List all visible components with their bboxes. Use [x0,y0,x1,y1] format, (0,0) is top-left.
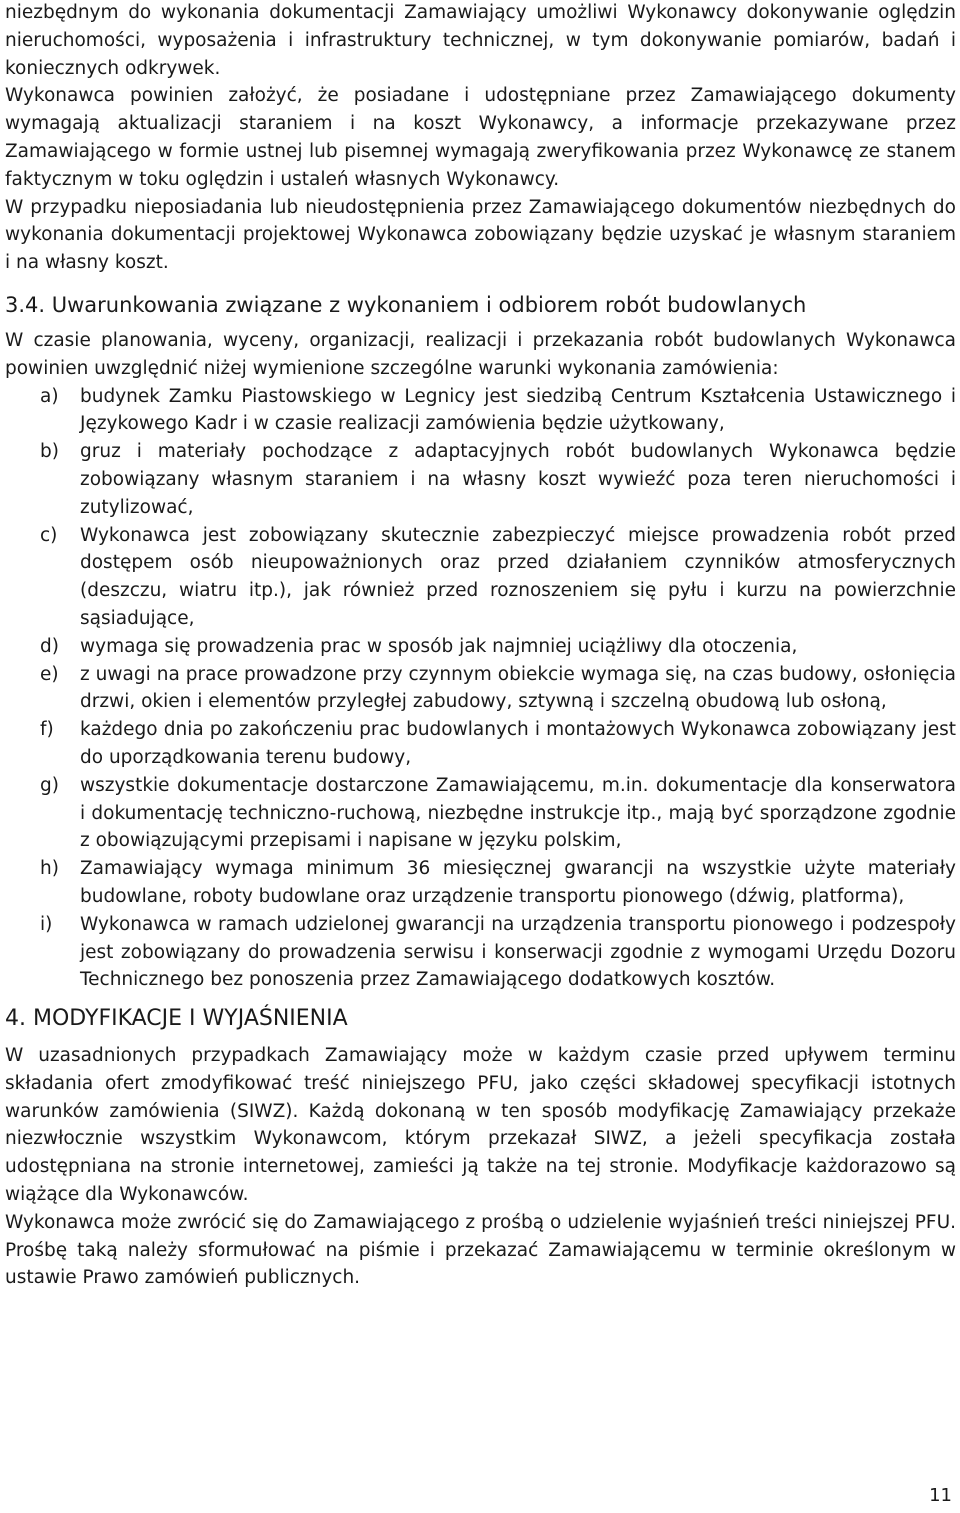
list-item-text: Wykonawca w ramach udzielonej gwarancji na urządzenia transportu pionowego i podzespoły jest zobowiązany do prowadzenia serwisu i konserwacji zgodnie z wymogami Urzędu Dozoru Technicznego bez ponoszenia przez Zamawiającego dodatkowych kosztów. [80,913,956,991]
list-item [5,438,956,521]
section-4-paragraph-2: Wykonawca może zwrócić się do Zamawiającego z prośbą o udzielenie wyjaśnień treści niniejszej PFU. Prośbę taką należy sformułować na piśmie i przekazać Zamawiającemu w terminie określonym w ustawie Prawo zamówień publicznych. [5,1211,956,1289]
intro-paragraph-2: Wykonawca powinien założyć, że posiadane i udostępniane przez Zamawiającego dokumenty wymagają aktualizacji staraniem i na koszt Wykonawcy, a informacje przekazywane przez Zamawiającego w formie ustnej lub pisemnej wymagają zweryfikowania przez Wykonawcę ze stanem faktycznym w toku oględzin i ustaleń własnych Wykonawcy. [5,85,956,190]
list-item-text: wszystkie dokumentacje dostarczone Zamawiającemu, m.in. dokumentacje dla konserwatora i dokumentację techniczno-ruchową, niezbędne instrukcje itp., mają być sporządzone zgodnie z obowiązującymi przepisami i napisane w języku polskim, [80,774,956,852]
intro-paragraph-3: W przypadku nieposiadania lub nieudostępnienia przez Zamawiającego dokumentów niezbędnych do wykonania dokumentacji projektowej Wykonawca zobowiązany będzie uzyskać je własnym staraniem i na własny koszt. [5,196,956,274]
section-3-4-lead: W czasie planowania, wyceny, organizacji, realizacji i przekazania robót budowlanych Wykonawca powinien uwzględnić niżej wymienione szczególne warunki wykonania zamówienia: [5,329,956,379]
list-item-text: Zamawiający wymaga minimum 36 miesięcznej gwarancji na wszystkie użyte materiały budowlane, roboty budowlane oraz urządzenie transportu pionowego (dźwig, platforma), [80,858,956,907]
list-item [5,772,956,855]
section-4-paragraph-1: W uzasadnionych przypadkach Zamawiający może w każdym czasie przed upływem terminu składania ofert zmodyfikować treść niniejszego PFU, jako części składowej specyfikacji istotnych warunków zamówienia (SIWZ). Każdą dokonaną w ten sposób modyfikację Zamawiający przekaże niezwłocznie wszystkim Wykonawcom, którym przekazał SIWZ, a jeżeli specyfikacja została udostępniana na stronie internetowej, zamieści ją także na tej stronie. Modyfikacje każdorazowo są wiążące dla Wykonawców. [5,1045,956,1206]
list-item [5,522,956,633]
conditions-list [5,383,956,995]
list-item [5,383,956,439]
list-marker: f) [40,719,54,741]
list-marker: g) [40,774,59,796]
list-item-text: budynek Zamku Piastowskiego w Legnicy jest siedzibą Centrum Kształcenia Ustawicznego i Językowego Kadr i w czasie realizacji zamówienia będzie użytkowany, [80,385,956,435]
list-item [5,661,956,717]
section-3-4-heading: 3.4. Uwarunkowania związane z wykonaniem i odbiorem robót budowlanych [5,292,807,317]
list-item-text: wymaga się prowadzenia prac w sposób jak najmniej uciążliwy dla otoczenia, [80,635,798,657]
list-item [5,911,956,994]
list-marker: a) [40,385,59,407]
list-marker: c) [40,524,58,546]
list-item [5,633,956,661]
list-marker: d) [40,635,59,657]
list-marker: e) [40,663,59,685]
document-page [5,0,956,1292]
intro-paragraph-1: niezbędnym do wykonania dokumentacji Zamawiający umożliwi Wykonawcy dokonywanie oględzin nieruchomości, wyposażenia i infrastruktury technicznej, w tym dokonywanie pomiarów, badań i koniecznych odkrywek. [5,2,956,79]
list-item-text: Wykonawca jest zobowiązany skutecznie zabezpieczyć miejsce prowadzenia robót przed dostępem osób nieupoważnionych oraz przed działaniem czynników atmosferycznych (deszczu, wiatru itp.), jak również przed roznoszeniem się pyłu i kurzu na powierzchnie sąsiadujące, [80,524,956,629]
list-item [5,855,956,911]
page-number: 11 [929,1485,952,1506]
list-marker: i) [40,913,53,935]
section-4-heading: 4. MODYFIKACJE I WYJAŚNIENIA [5,1006,348,1032]
list-item-text: gruz i materiały pochodzące z adaptacyjnych robót budowlanych Wykonawca będzie zobowiązany własnym staraniem i na własny koszt wywieźć poza teren nieruchomości i zutylizować, [80,441,956,518]
list-item-text: każdego dnia po zakończeniu prac budowlanych i montażowych Wykonawca zobowiązany jest do uporządkowania terenu budowy, [80,719,956,768]
list-item [5,716,956,772]
list-item-text: z uwagi na prace prowadzone przy czynnym obiekcie wymaga się, na czas budowy, osłonięcia drzwi, okien i elementów przyległej zabudowy, sztywną i szczelną obudową lub osłoną, [80,663,956,713]
list-marker: b) [40,441,59,463]
list-marker: h) [40,858,59,880]
